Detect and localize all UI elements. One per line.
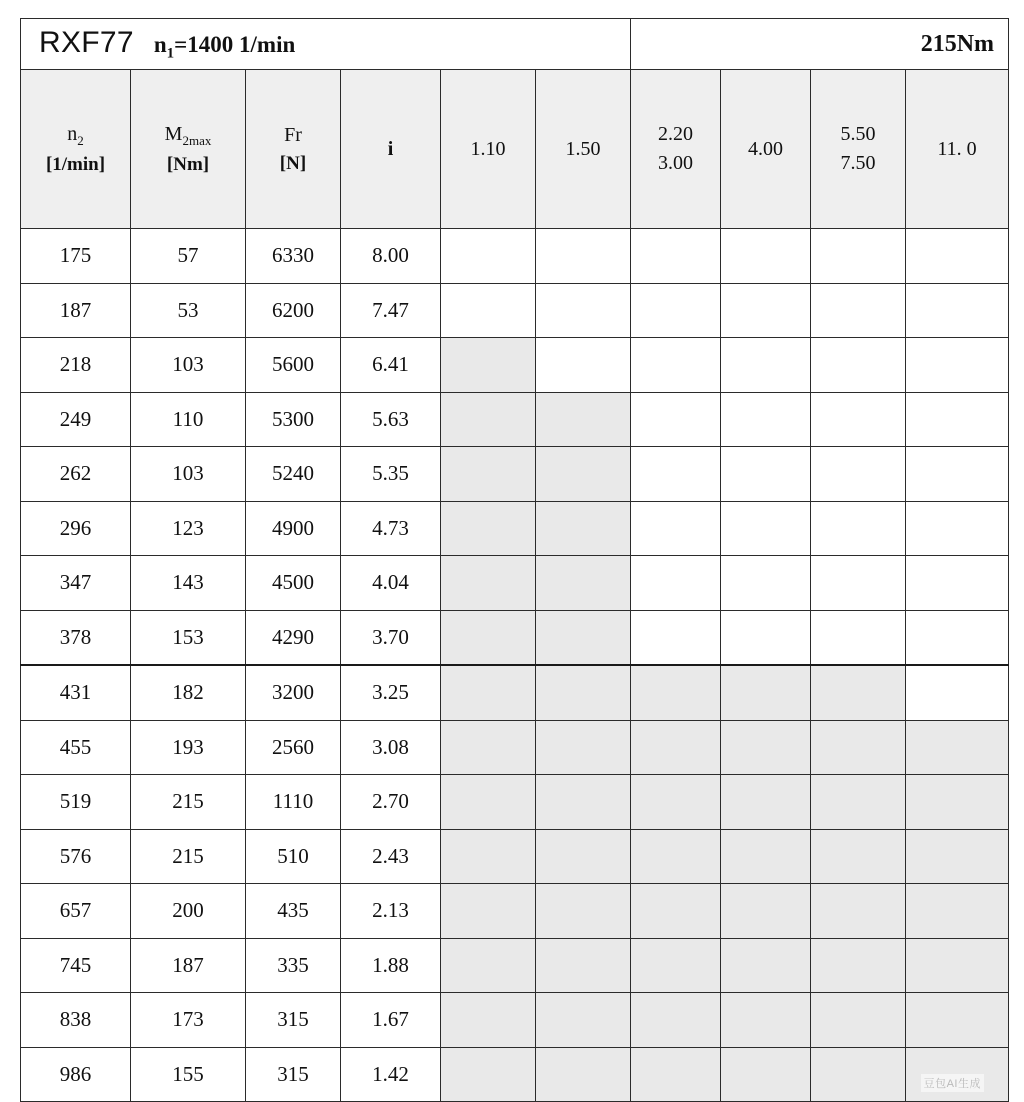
cell-availability-4 — [721, 229, 811, 284]
cell-availability-4 — [721, 501, 811, 556]
model-name: RXF77 — [39, 25, 134, 59]
cell-availability-3 — [631, 720, 721, 775]
rated-torque: 215Nm — [920, 30, 995, 57]
cell-availability-1 — [441, 392, 536, 447]
cell-availability-5 — [811, 775, 906, 830]
header-ratio-i: i — [341, 70, 441, 229]
cell-radial-force: 5300 — [246, 392, 341, 447]
cell-ratio: 3.70 — [341, 610, 441, 665]
cell-availability-6 — [906, 447, 1009, 502]
cell-ratio: 1.42 — [341, 1047, 441, 1102]
cell-availability-1 — [441, 447, 536, 502]
table-row — [21, 501, 1009, 556]
cell-max-torque: 143 — [131, 556, 246, 611]
table-row — [21, 665, 1009, 720]
cell-radial-force: 2560 — [246, 720, 341, 775]
table-row — [21, 610, 1009, 665]
cell-availability-3 — [631, 884, 721, 939]
cell-output-speed: 347 — [21, 556, 131, 611]
cell-availability-4 — [721, 938, 811, 993]
cell-max-torque: 123 — [131, 501, 246, 556]
cell-ratio: 4.04 — [341, 556, 441, 611]
cell-availability-5 — [811, 229, 906, 284]
cell-availability-3 — [631, 938, 721, 993]
cell-availability-1 — [441, 993, 536, 1048]
cell-ratio: 5.35 — [341, 447, 441, 502]
cell-ratio: 8.00 — [341, 229, 441, 284]
cell-max-torque: 215 — [131, 775, 246, 830]
cell-output-speed: 455 — [21, 720, 131, 775]
cell-availability-2 — [536, 665, 631, 720]
cell-availability-1 — [441, 829, 536, 884]
cell-ratio: 3.25 — [341, 665, 441, 720]
cell-availability-3 — [631, 392, 721, 447]
table-row — [21, 1047, 1009, 1102]
header-motor-power-5: 5.50 7.50 — [811, 70, 906, 229]
cell-availability-1 — [441, 720, 536, 775]
title-row — [21, 19, 1009, 70]
cell-radial-force: 5600 — [246, 338, 341, 393]
cell-availability-4 — [721, 556, 811, 611]
cell-ratio: 2.70 — [341, 775, 441, 830]
header-radial-force: Fr [N] — [246, 70, 341, 229]
cell-availability-6 — [906, 720, 1009, 775]
cell-max-torque: 193 — [131, 720, 246, 775]
header-motor-power-3: 2.20 3.00 — [631, 70, 721, 229]
cell-availability-5 — [811, 338, 906, 393]
cell-output-speed: 262 — [21, 447, 131, 502]
cell-availability-5 — [811, 665, 906, 720]
cell-availability-2 — [536, 392, 631, 447]
cell-availability-5 — [811, 720, 906, 775]
cell-availability-6 — [906, 283, 1009, 338]
cell-availability-3 — [631, 1047, 721, 1102]
spec-table — [20, 18, 1009, 1102]
cell-availability-6 — [906, 556, 1009, 611]
cell-radial-force: 435 — [246, 884, 341, 939]
table-row — [21, 884, 1009, 939]
cell-max-torque: 153 — [131, 610, 246, 665]
header-motor-power-1: 1.10 — [441, 70, 536, 229]
cell-max-torque: 103 — [131, 447, 246, 502]
cell-radial-force: 335 — [246, 938, 341, 993]
cell-max-torque: 110 — [131, 392, 246, 447]
cell-availability-6 — [906, 665, 1009, 720]
cell-availability-3 — [631, 501, 721, 556]
watermark: 豆包AI生成 — [921, 1074, 984, 1092]
cell-availability-3 — [631, 829, 721, 884]
cell-availability-4 — [721, 610, 811, 665]
cell-radial-force: 6330 — [246, 229, 341, 284]
cell-radial-force: 315 — [246, 993, 341, 1048]
table-row — [21, 229, 1009, 284]
cell-availability-6 — [906, 884, 1009, 939]
cell-ratio: 2.13 — [341, 884, 441, 939]
cell-availability-3 — [631, 229, 721, 284]
column-header-row — [21, 70, 1009, 229]
cell-availability-3 — [631, 283, 721, 338]
cell-availability-5 — [811, 501, 906, 556]
title-right — [631, 19, 1009, 70]
cell-availability-1 — [441, 665, 536, 720]
cell-availability-2 — [536, 501, 631, 556]
cell-output-speed: 745 — [21, 938, 131, 993]
cell-ratio: 6.41 — [341, 338, 441, 393]
cell-output-speed: 249 — [21, 392, 131, 447]
cell-max-torque: 215 — [131, 829, 246, 884]
table-row — [21, 556, 1009, 611]
cell-availability-2 — [536, 720, 631, 775]
table-row — [21, 283, 1009, 338]
cell-output-speed: 576 — [21, 829, 131, 884]
cell-radial-force: 4500 — [246, 556, 341, 611]
table-row — [21, 338, 1009, 393]
cell-availability-4 — [721, 283, 811, 338]
cell-output-speed: 378 — [21, 610, 131, 665]
cell-availability-6 — [906, 501, 1009, 556]
table-row — [21, 938, 1009, 993]
cell-availability-6 — [906, 338, 1009, 393]
cell-ratio: 1.88 — [341, 938, 441, 993]
cell-availability-2 — [536, 556, 631, 611]
cell-availability-5 — [811, 283, 906, 338]
cell-output-speed: 519 — [21, 775, 131, 830]
cell-availability-6 — [906, 938, 1009, 993]
cell-availability-6 — [906, 775, 1009, 830]
cell-availability-4 — [721, 720, 811, 775]
cell-ratio: 1.67 — [341, 993, 441, 1048]
title-left — [21, 19, 631, 70]
cell-availability-2 — [536, 338, 631, 393]
cell-availability-1 — [441, 610, 536, 665]
cell-max-torque: 182 — [131, 665, 246, 720]
cell-availability-4 — [721, 993, 811, 1048]
cell-availability-4 — [721, 1047, 811, 1102]
cell-availability-4 — [721, 775, 811, 830]
table-body — [21, 229, 1009, 1102]
cell-availability-4 — [721, 392, 811, 447]
cell-availability-1 — [441, 338, 536, 393]
cell-radial-force: 4900 — [246, 501, 341, 556]
cell-availability-6 — [906, 610, 1009, 665]
cell-availability-1 — [441, 1047, 536, 1102]
header-max-torque: $M_{2max}$ [Nm] — [131, 70, 246, 229]
cell-output-speed: 986 — [21, 1047, 131, 1102]
cell-availability-6 — [906, 993, 1009, 1048]
cell-radial-force: 6200 — [246, 283, 341, 338]
cell-ratio: 3.08 — [341, 720, 441, 775]
cell-radial-force: 1110 — [246, 775, 341, 830]
cell-availability-3 — [631, 775, 721, 830]
cell-max-torque: 173 — [131, 993, 246, 1048]
cell-availability-3 — [631, 993, 721, 1048]
header-motor-power-6: 11. 0 — [906, 70, 1009, 229]
header-motor-power-4: 4.00 — [721, 70, 811, 229]
cell-availability-6 — [906, 829, 1009, 884]
input-speed-value: =1400 1/min — [174, 31, 296, 57]
cell-radial-force: 315 — [246, 1047, 341, 1102]
cell-max-torque: 187 — [131, 938, 246, 993]
cell-output-speed: 431 — [21, 665, 131, 720]
cell-availability-5 — [811, 556, 906, 611]
cell-availability-4 — [721, 338, 811, 393]
cell-radial-force: 4290 — [246, 610, 341, 665]
cell-availability-6 — [906, 229, 1009, 284]
header-motor-power-2: 1.50 — [536, 70, 631, 229]
cell-output-speed: 657 — [21, 884, 131, 939]
header-output-speed: $n_2$ [1/min] — [21, 70, 131, 229]
table-row — [21, 447, 1009, 502]
input-speed-symbol: n — [153, 31, 167, 57]
cell-output-speed: 838 — [21, 993, 131, 1048]
cell-radial-force: 3200 — [246, 665, 341, 720]
cell-availability-2 — [536, 1047, 631, 1102]
cell-availability-5 — [811, 993, 906, 1048]
cell-availability-5 — [811, 884, 906, 939]
table-row — [21, 720, 1009, 775]
cell-availability-1 — [441, 775, 536, 830]
cell-ratio: 4.73 — [341, 501, 441, 556]
cell-availability-4 — [721, 447, 811, 502]
cell-availability-3 — [631, 610, 721, 665]
cell-availability-5 — [811, 938, 906, 993]
cell-availability-5 — [811, 447, 906, 502]
table-row — [21, 775, 1009, 830]
cell-ratio: 7.47 — [341, 283, 441, 338]
cell-max-torque: 200 — [131, 884, 246, 939]
cell-availability-2 — [536, 775, 631, 830]
cell-availability-1 — [441, 229, 536, 284]
cell-availability-3 — [631, 447, 721, 502]
cell-availability-1 — [441, 501, 536, 556]
cell-max-torque: 53 — [131, 283, 246, 338]
cell-ratio: 2.43 — [341, 829, 441, 884]
input-speed — [153, 31, 296, 62]
cell-max-torque: 57 — [131, 229, 246, 284]
cell-availability-4 — [721, 884, 811, 939]
cell-availability-4 — [721, 665, 811, 720]
cell-availability-2 — [536, 283, 631, 338]
table-row — [21, 993, 1009, 1048]
cell-max-torque: 155 — [131, 1047, 246, 1102]
cell-availability-5 — [811, 829, 906, 884]
cell-output-speed: 218 — [21, 338, 131, 393]
cell-availability-3 — [631, 556, 721, 611]
cell-availability-2 — [536, 884, 631, 939]
cell-availability-5 — [811, 1047, 906, 1102]
gear-ratio-spec-sheet — [20, 18, 1008, 1102]
cell-availability-2 — [536, 938, 631, 993]
input-speed-subscript: 1 — [166, 45, 175, 62]
cell-availability-2 — [536, 993, 631, 1048]
cell-output-speed: 296 — [21, 501, 131, 556]
cell-max-torque: 103 — [131, 338, 246, 393]
cell-output-speed: 187 — [21, 283, 131, 338]
cell-availability-3 — [631, 338, 721, 393]
cell-availability-1 — [441, 556, 536, 611]
cell-availability-1 — [441, 884, 536, 939]
table-row — [21, 829, 1009, 884]
cell-output-speed: 175 — [21, 229, 131, 284]
cell-availability-2 — [536, 447, 631, 502]
cell-availability-2 — [536, 829, 631, 884]
cell-availability-1 — [441, 938, 536, 993]
cell-availability-2 — [536, 229, 631, 284]
cell-availability-6 — [906, 392, 1009, 447]
cell-availability-5 — [811, 610, 906, 665]
cell-availability-4 — [721, 829, 811, 884]
cell-availability-2 — [536, 610, 631, 665]
cell-radial-force: 5240 — [246, 447, 341, 502]
cell-radial-force: 510 — [246, 829, 341, 884]
table-row — [21, 392, 1009, 447]
cell-availability-3 — [631, 665, 721, 720]
cell-availability-5 — [811, 392, 906, 447]
cell-availability-1 — [441, 283, 536, 338]
cell-ratio: 5.63 — [341, 392, 441, 447]
